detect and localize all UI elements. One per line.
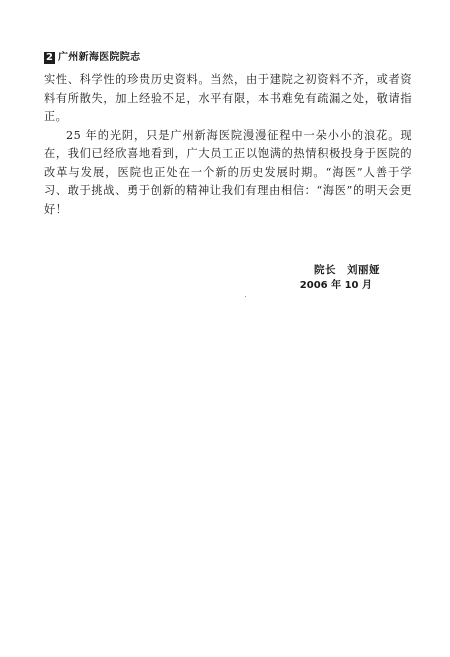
signature-block <box>300 262 380 294</box>
page-number: 2 <box>44 52 55 64</box>
scan-speck <box>245 296 246 297</box>
paragraph-continued: 实性、科学性的珍贵历史资料。当然，由于建院之初资料不齐，或者资料有所散失，加上经验不足，水平有限，本书难免有疏漏之处，敬请指正。 <box>44 73 412 123</box>
paragraph: 25 年的光阴，只是广州新海医院漫漫征程中一朵小小的浪花。现在，我们已经欣喜地看到，广大员工正以饱满的热情积极投身于医院的改革与发展，医院也正处在一个新的历史发展时期。“海医”人善于学习、敢于挑战、勇于创新的精神让我们有理由相信：“海医”的明天会更好！ <box>44 128 412 216</box>
body-text <box>44 71 412 219</box>
signature-title-name: 院长 刘丽娅 <box>314 264 380 276</box>
running-title: 广州新海医院院志 <box>58 52 141 63</box>
signature-date: 2006 年 10 月 <box>299 280 372 291</box>
page-header <box>44 51 140 64</box>
